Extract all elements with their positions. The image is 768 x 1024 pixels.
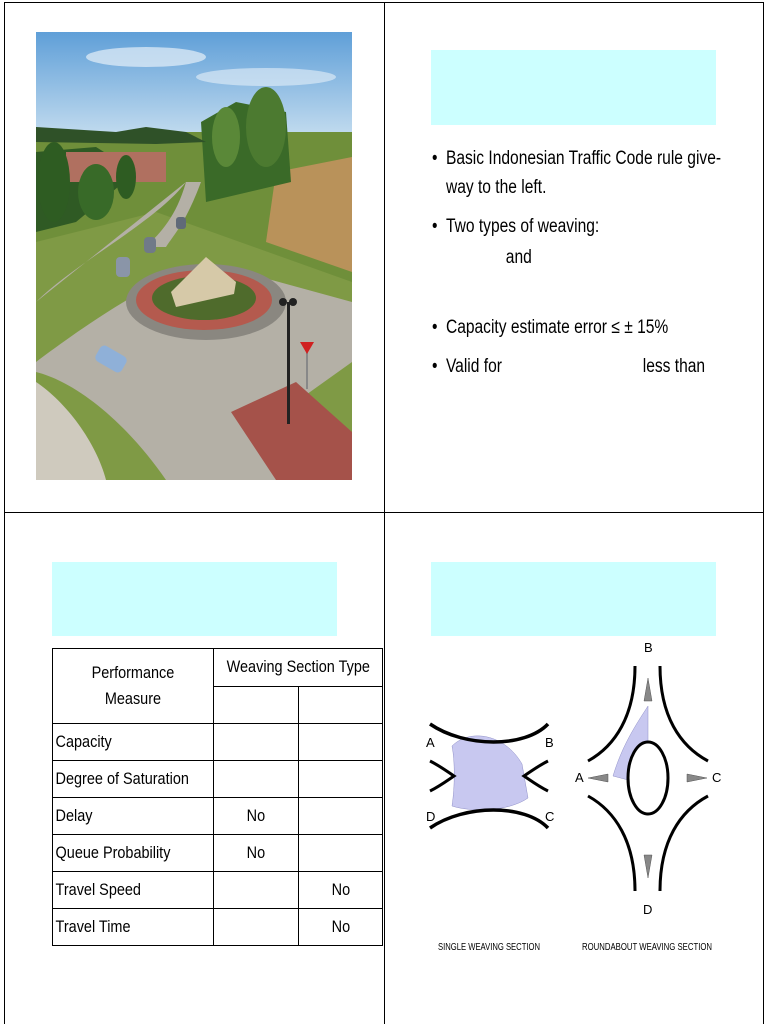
bullet-text: less than	[642, 356, 706, 377]
bullet-text: Basic Indonesian Traffic Code rule give-	[445, 148, 722, 169]
table-row: Queue Probability No	[53, 835, 383, 872]
table-header-type: Weaving Section Type	[213, 649, 383, 687]
arrow-d-icon	[644, 855, 652, 878]
bullet-text: Two types of weaving:	[445, 216, 600, 237]
bullet-text: Valid for	[445, 356, 502, 377]
arrow-b-icon	[644, 678, 652, 701]
arrow-a-icon	[588, 774, 608, 782]
slide3-title-band	[52, 562, 337, 636]
label-d: D	[643, 902, 653, 917]
page-border-left	[4, 2, 5, 1024]
table-row: Capacity	[53, 724, 383, 761]
vertical-divider	[384, 2, 385, 1024]
single-weaving-section	[426, 724, 554, 953]
single-weaving-caption: SINGLE WEAVING SECTION	[438, 942, 540, 953]
table-row: Delay No	[53, 798, 383, 835]
roundabout-weaving-section	[575, 640, 721, 953]
weaving-diagram	[410, 636, 740, 966]
road-edge-bottom	[430, 810, 548, 828]
label-a: A	[426, 735, 435, 750]
roundabout-photo	[36, 32, 352, 480]
central-island	[628, 742, 668, 814]
label-d: D	[426, 809, 436, 824]
table-subheader-cell	[298, 686, 383, 724]
label-b: B	[545, 735, 554, 750]
table-subheader-cell	[213, 686, 298, 724]
bullet-text: way to the left.	[445, 177, 547, 198]
label-a: A	[575, 770, 584, 785]
arrow-c-icon	[687, 774, 707, 782]
bullet-dot: •	[432, 148, 438, 169]
roundabout-weaving-caption: ROUNDABOUT WEAVING SECTION	[582, 942, 712, 953]
bullet-dot: •	[432, 317, 438, 338]
horizontal-divider	[4, 512, 764, 513]
page-border-right	[763, 2, 764, 1024]
right-island	[524, 761, 548, 791]
table-row: Degree of Saturation	[53, 761, 383, 798]
bullet-text: Capacity estimate error ≤ ± 15%	[445, 317, 669, 338]
label-b: B	[644, 640, 653, 655]
bullet-text: and	[505, 247, 532, 268]
roundabout-edge	[660, 796, 708, 891]
slide2-title-band	[431, 50, 716, 125]
roundabout-edge	[588, 796, 635, 891]
slide4-title-band	[431, 562, 716, 636]
table-row: Travel Time No	[53, 909, 383, 946]
table-header-measure: Performance Measure	[53, 649, 214, 724]
table-row: Travel Speed No	[53, 872, 383, 909]
label-c: C	[545, 809, 555, 824]
weave-area	[452, 736, 528, 810]
roundabout-edge	[660, 666, 708, 761]
bullet-dot: •	[432, 356, 438, 377]
left-island	[430, 761, 454, 791]
bullet-dot: •	[432, 216, 438, 237]
performance-table	[52, 648, 383, 946]
label-c: C	[712, 770, 722, 785]
